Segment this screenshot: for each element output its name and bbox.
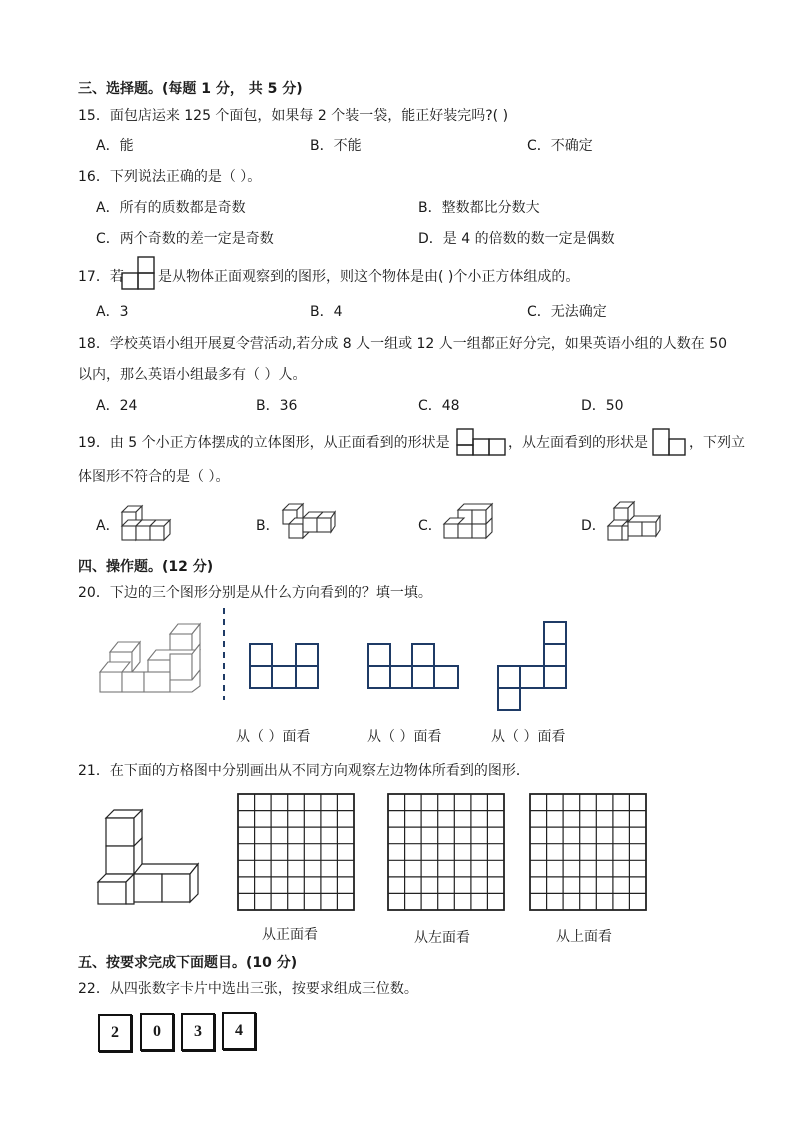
q21-solid-figure [94, 806, 204, 908]
q18-option-b[interactable]: B．36 [256, 398, 298, 414]
q15-option-a[interactable]: A．能 [96, 138, 134, 154]
question-16-text: 16．下列说法正确的是（ ）。 [78, 169, 262, 185]
number-card-3: 3 [181, 1013, 215, 1051]
q18-option-c[interactable]: C．48 [418, 398, 460, 414]
q20-caption-1: 从（ ）面看 [236, 729, 311, 745]
q21-caption-left: 从左面看 [414, 930, 470, 946]
q19-option-c-cubes [440, 500, 498, 544]
q15-option-c[interactable]: C．不确定 [527, 138, 593, 154]
q20-caption-3: 从（ ）面看 [491, 729, 566, 745]
q19-option-d[interactable]: D． [581, 518, 606, 534]
q16-option-d[interactable]: D．是 4 的倍数的数一定是偶数 [418, 231, 615, 247]
question-17-text: 是从物体正面观察到的图形，则这个物体是由( )个小正方体组成的。 [158, 269, 580, 285]
q16-option-c[interactable]: C．两个奇数的差一定是奇数 [96, 231, 274, 247]
question-21-text: 21．在下面的方格图中分别画出从不同方向观察左边物体所看到的图形． [78, 763, 530, 779]
q16-option-b[interactable]: B．整数都比分数大 [418, 200, 540, 216]
section-4-title: 四、操作题。(12 分) [78, 559, 214, 575]
q19-option-b[interactable]: B． [256, 518, 280, 534]
q19-option-c[interactable]: C． [418, 518, 442, 534]
q20-solid-figure [96, 612, 216, 702]
q21-grid-left[interactable] [387, 793, 505, 911]
question-19-line-2: 体图形不符合的是（ ）。 [78, 469, 230, 485]
number-card-0: 0 [140, 1013, 174, 1051]
question-19-suffix: ，下列立 [689, 435, 745, 451]
question-18-line-2: 以内，那么英语小组最多有（ ）人。 [78, 367, 307, 383]
q19-left-view-figure [652, 428, 688, 456]
question-19-middle: ，从左面看到的形状是 [508, 435, 648, 451]
q19-option-b-cubes [279, 500, 337, 544]
question-20-text: 20．下边的三个图形分别是从什么方向看到的？填一填。 [78, 585, 432, 601]
q20-dashed-divider [220, 606, 228, 702]
q19-front-view-figure [456, 428, 508, 456]
q17-option-a[interactable]: A．3 [96, 304, 129, 320]
q16-option-a[interactable]: A．所有的质数都是奇数 [96, 200, 246, 216]
question-22-text: 22．从四张数字卡片中选出三张，按要求组成三位数。 [78, 981, 418, 997]
q17-option-b[interactable]: B．4 [310, 304, 343, 320]
q18-option-a[interactable]: A．24 [96, 398, 138, 414]
q18-option-d[interactable]: D．50 [581, 398, 624, 414]
q20-caption-2: 从（ ）面看 [367, 729, 442, 745]
section-3-title: 三、选择题。(每题 1 分， 共 5 分) [78, 81, 303, 97]
question-15-text: 15．面包店运来 125 个面包，如果每 2 个装一袋，能正好装完吗?( ) [78, 108, 509, 124]
q20-view-1-figure [248, 642, 322, 692]
q21-grid-front[interactable] [237, 793, 355, 911]
q15-option-b[interactable]: B．不能 [310, 138, 362, 154]
q19-option-a-cubes [118, 500, 176, 544]
number-card-4: 4 [222, 1012, 256, 1050]
q17-front-view-figure [121, 256, 157, 292]
q21-caption-front: 从正面看 [262, 927, 318, 943]
q21-grid-top[interactable] [529, 793, 647, 911]
q19-option-d-cubes [604, 500, 662, 544]
question-18-line-1: 18．学校英语小组开展夏令营活动,若分成 8 人一组或 12 人一组都正好分完，如果英语小组的人数在 50 [78, 336, 728, 352]
question-19-prefix: 19．由 5 个小正方体摆成的立体图形，从正面看到的形状是 [78, 435, 450, 451]
q19-option-a[interactable]: A． [96, 518, 120, 534]
q20-view-3-figure [496, 620, 572, 712]
section-5-title: 五、按要求完成下面题目。(10 分) [78, 955, 298, 971]
q20-view-2-figure [366, 642, 462, 692]
number-card-2: 2 [98, 1014, 132, 1052]
q17-option-c[interactable]: C．无法确定 [527, 304, 607, 320]
q21-caption-top: 从上面看 [556, 929, 612, 945]
question-17-prefix: 17．若 [78, 269, 124, 285]
